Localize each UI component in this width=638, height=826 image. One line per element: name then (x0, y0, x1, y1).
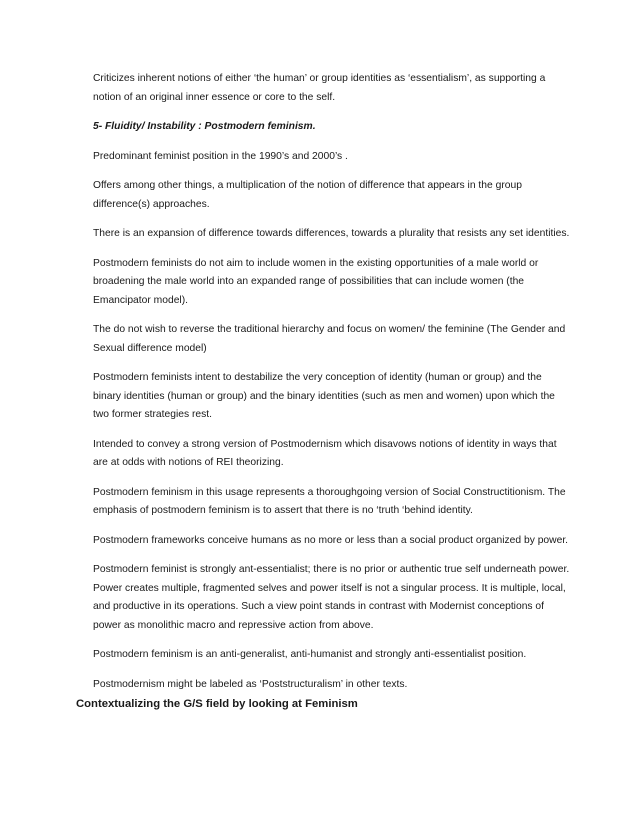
paragraph-emancipator-model: Postmodern feminists do not aim to include women in the existing opportunities of a male world or broadening the male world into an expanded range of possibilities that can include women (the Emancipator model). (93, 257, 539, 306)
paragraph-predominant-position: Predominant feminist position in the 1990’s and 2000’s . (93, 150, 348, 162)
paragraph-anti-generalist: Postmodern feminism is an anti-generalist, anti-humanist and strongly anti-essentialist position. (93, 649, 527, 660)
paragraph-anti-essentialist-power: Postmodern feminist is strongly ant-essentialist; there is no prior or authentic true self underneath power. Power creates multiple, fragmented selves and power itself is not a singular process. It is multiple, local, and productive in its operations. Such a view point stands in contrast with Modernist conceptions of power as monolithic macro and repressive action from above. (93, 564, 570, 631)
subheading-postmodern-feminism: 5- Fluidity/ Instability : Postmodern feminism. (93, 121, 316, 132)
paragraph-destabilize-identity: Postmodern feminists intent to destabilize the very conception of identity (human or group) and the binary identities (human or group) and the binary identities (such as men and women) upon which the two former strategies rest. (93, 372, 555, 420)
paragraph-multiplication-of-difference: Offers among other things, a multiplication of the notion of difference that appears in the group difference(s) approaches. (93, 180, 522, 210)
paragraph-expansion-of-difference: There is an expansion of difference towards differences, towards a plurality that resists any set identities. (93, 228, 570, 239)
body-text (93, 70, 571, 705)
paragraph-social-constructionism: Postmodern feminism in this usage represents a thoroughgoing version of Social Constructitionism. The emphasis of postmodern feminism is to assert that there is no ‘truth ‘behind identity. (93, 486, 566, 516)
paragraph-strong-postmodernism: Intended to convey a strong version of Postmodernism which disavows notions of identity in ways that are at odds with notions of REI theorizing. (93, 438, 557, 468)
section-heading: Contextualizing the G/S field by looking at Feminism (76, 698, 358, 710)
paragraph-essentialism-critique: Criticizes inherent notions of either ‘the human’ or group identities as ‘essentialism’, as supporting a notion of an original inner essence or core to the self. (93, 73, 546, 103)
paragraph-gender-sexual-difference: The do not wish to reverse the traditional hierarchy and focus on women/ the feminine (The Gender and Sexual difference model) (93, 324, 566, 354)
paragraph-social-product: Postmodern frameworks conceive humans as no more or less than a social product organized by power. (93, 534, 569, 546)
paragraph-poststructuralism: Postmodernism might be labeled as ‘Poststructuralism’ in other texts. (93, 678, 408, 690)
